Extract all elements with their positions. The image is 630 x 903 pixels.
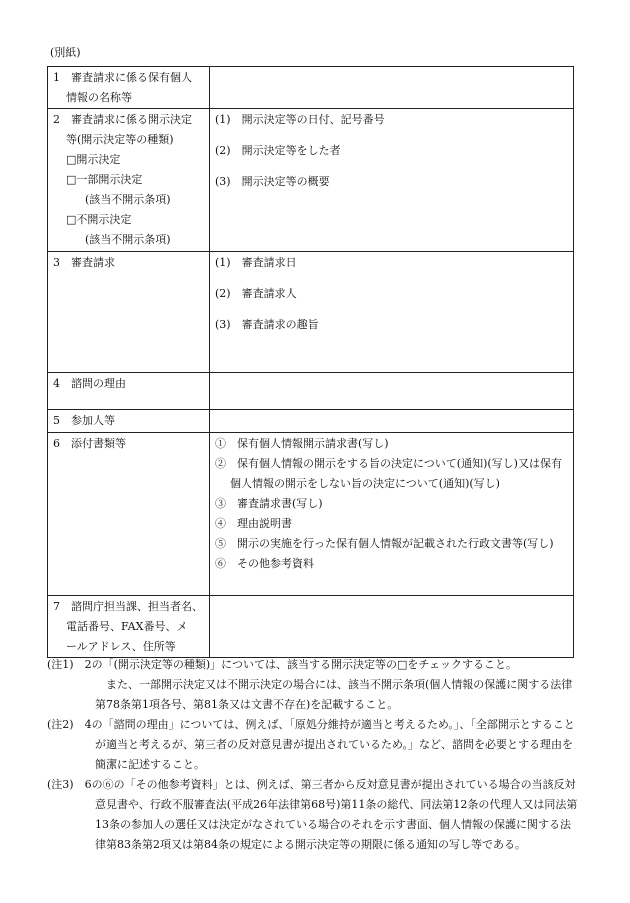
- attachment-item-2: ② 保有個人情報の開示をする旨の決定について(通知)(写し)又は保有個人情報の開示をしない旨の決定について(通知)(写し): [215, 457, 562, 490]
- notes-section: [47, 655, 580, 855]
- row-1-content[interactable]: [210, 67, 574, 109]
- row-3-item-1: (1) 審査請求日: [215, 256, 297, 269]
- row-5: [48, 410, 574, 433]
- row-6: [48, 433, 574, 596]
- row-4: [48, 373, 574, 410]
- row-3-label: 3 審査請求: [48, 252, 210, 373]
- note-1-text: 2の「(開示決定等の種類)」については、該当する開示決定等の□をチェックすること。: [84, 658, 518, 671]
- row-3-item-2: (2) 審査請求人: [215, 287, 297, 300]
- checkbox-partial-disclosure[interactable]: □一部開示決定: [66, 173, 143, 186]
- row-7-label: [48, 596, 210, 658]
- attachment-header: (別紙): [50, 46, 81, 59]
- attachment-item-4: ④ 理由説明書: [215, 517, 292, 530]
- note-3: [47, 775, 580, 855]
- row-7-label-line-2: 電話番号、FAX番号、メ: [66, 620, 188, 633]
- attachment-item-1: ① 保有個人情報開示請求書(写し): [215, 437, 389, 450]
- attachment-item-3: ③ 審査請求書(写し): [215, 497, 323, 510]
- row-3-item-3: (3) 審査請求の趣旨: [215, 318, 319, 331]
- row-6-label: 6 添付書類等: [48, 433, 210, 596]
- row-2-label: [48, 109, 210, 252]
- note-1: [47, 655, 580, 675]
- row-5-content[interactable]: [210, 410, 574, 433]
- consultation-form-table: [47, 66, 574, 658]
- note-1-continuation: また、一部開示決定又は不開示決定の場合には、該当不開示条項(個人情報の保護に関する法律第78条第1項各号、第81条又は文書不存在)を記載すること。: [95, 678, 573, 711]
- row-2-item-2: (2) 開示決定等をした者: [215, 144, 341, 157]
- row-1-label-line-1: 1 審査請求に係る保有個人: [53, 71, 192, 84]
- row-2: [48, 109, 574, 252]
- checkbox-non-disclosure[interactable]: □不開示決定: [66, 213, 132, 226]
- row-3: [48, 252, 574, 373]
- row-4-label: 4 諮問の理由: [48, 373, 210, 410]
- row-2-label-line-2: 等(開示決定等の種類): [66, 133, 174, 146]
- row-4-content[interactable]: [210, 373, 574, 410]
- row-2-label-line-1: 2 審査請求に係る開示決定: [53, 113, 192, 126]
- note-2-text: 4の「諮問の理由」については、例えば、「原処分維持が適当と考えるため。」、「全部開示とすることが適当と考えるが、第三者の反対意見書が提出されているため。」など、諮問を必要とする理由を簡潔に記述すること。: [84, 718, 575, 771]
- row-7-label-line-1: 7 諮問庁担当課、担当者名、: [53, 600, 203, 613]
- row-2-item-3: (3) 開示決定等の概要: [215, 175, 330, 188]
- note-2: [47, 715, 580, 775]
- row-6-content: [210, 433, 574, 596]
- note-2-mark: (注2): [47, 718, 74, 731]
- row-1-label: [48, 67, 210, 109]
- note-3-mark: (注3): [47, 778, 74, 791]
- attachment-item-5: ⑤ 開示の実施を行った保有個人情報が記載された行政文書等(写し): [215, 537, 554, 550]
- row-5-label: 5 参加人等: [48, 410, 210, 433]
- row-1: [48, 67, 574, 109]
- row-7-label-line-3: ールアドレス、住所等: [66, 640, 176, 653]
- row-7-content[interactable]: [210, 596, 574, 658]
- attachment-item-6: ⑥ その他参考資料: [215, 557, 314, 570]
- row-1-label-line-2: 情報の名称等: [66, 91, 132, 104]
- row-7: [48, 596, 574, 658]
- partial-non-disclosure-clause: (該当不開示条項): [85, 193, 171, 206]
- checkbox-disclosure[interactable]: □開示決定: [66, 153, 121, 166]
- note-3-text: 6の⑥の「その他参考資料」とは、例えば、第三者から反対意見書が提出されている場合の当該反対意見書や、行政不服審査法(平成26年法律第68号)第11条の総代、同法第12条の代理人又は同法第13条の参加人の選任又は決定がなされている場合のそれを示す書面、個人情報の保護に関する法律第83条第2項又は第84条の規定による開示決定等の期限に係る通知の写し等である。: [84, 778, 578, 851]
- non-disclosure-clause: (該当不開示条項): [85, 233, 171, 246]
- note-1-mark: (注1): [47, 658, 74, 671]
- row-2-content: [210, 109, 574, 252]
- row-3-content: [210, 252, 574, 373]
- row-2-item-1: (1) 開示決定等の日付、記号番号: [215, 113, 385, 126]
